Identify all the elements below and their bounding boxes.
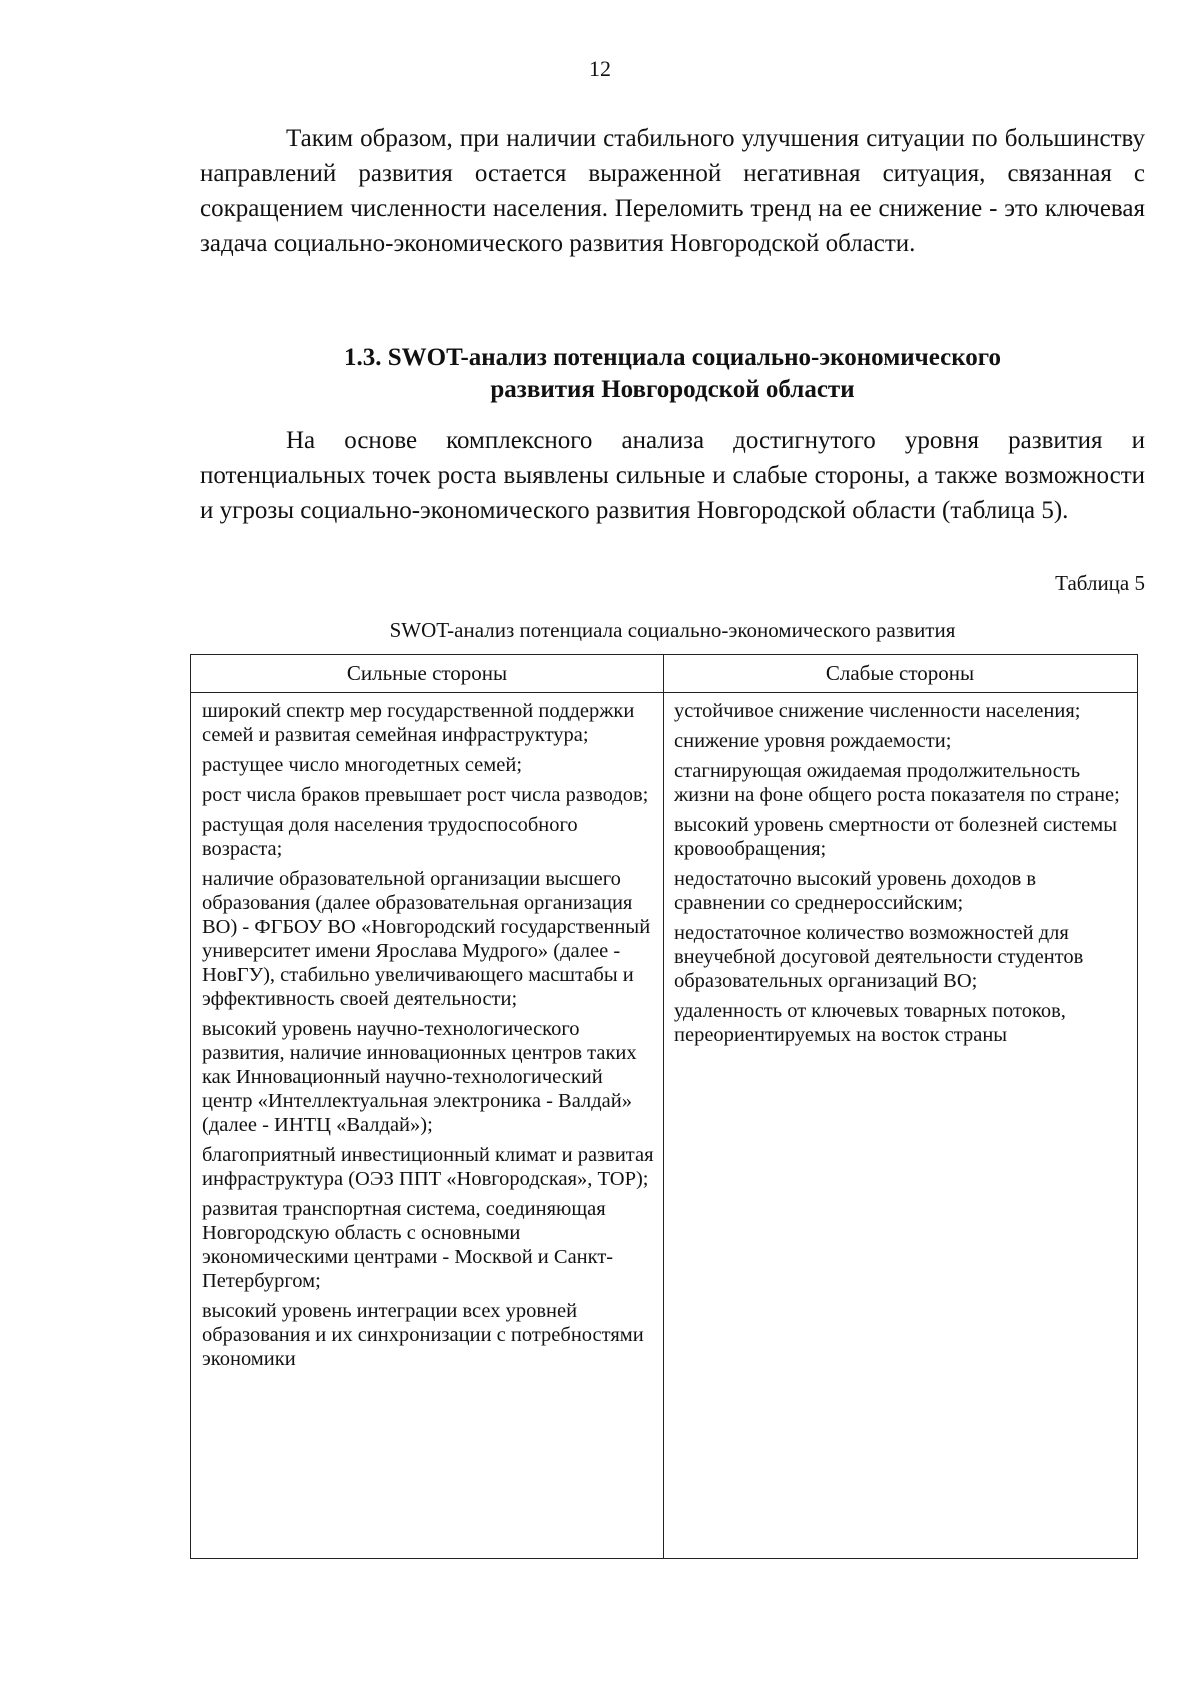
table-header-row xyxy=(191,655,1137,693)
table-title: SWOT-анализ потенциала социально-экономического развития xyxy=(389,618,956,642)
strength-item: развитая транспортная система, соединяющая Новгородскую область с основными экономическими центрами - Москвой и Санкт- Петербургом; xyxy=(202,1198,614,1292)
weakness-item: удаленность от ключевых товарных потоков, переориентируемых на восток страны xyxy=(674,1000,1066,1046)
weakness-item: высокий уровень смертности от болезней системы кровообращения; xyxy=(674,814,1117,860)
table-label: Таблица 5 xyxy=(1055,571,1145,595)
analysis-paragraph: На основе комплексного анализа достигнутого уровня развития и потенциальных точек роста выявлены сильные и слабые стороны, а также возможности и угрозы социально-экономического развития Новгородской области (таблица 5). xyxy=(200,427,1145,524)
strength-item: высокий уровень интеграции всех уровней образования и их синхронизации с потребностями экономики xyxy=(202,1300,644,1370)
strength-item: растущее число многодетных семей; xyxy=(202,754,523,776)
weakness-item: устойчивое снижение численности населения; xyxy=(674,700,1081,722)
weaknesses-column xyxy=(674,699,1129,1053)
weakness-item: недостаточное количество возможностей для внеучебной досуговой деятельности студентов образовательных организаций ВО; xyxy=(674,922,1084,992)
strength-item: растущая доля населения трудоспособного возраста; xyxy=(202,814,578,860)
intro-paragraph: Таким образом, при наличии стабильного улучшения ситуации по большинству направлений развития остается выраженной негативная ситуация, связанная с сокращением численности населения. Переломить тренд на ее снижение - это ключевая задача социально-экономического развития Новгородской области. xyxy=(200,125,1145,257)
strength-item: рост числа браков превышает рост числа разводов; xyxy=(202,784,649,806)
weakness-item: снижение уровня рождаемости; xyxy=(674,730,952,752)
strength-item: широкий спектр мер государственной поддержки семей и развитая семейная инфраструктура; xyxy=(202,700,635,746)
page-number: 12 xyxy=(589,56,611,81)
header-strengths: Сильные стороны xyxy=(346,661,508,685)
strength-item: высокий уровень научно-технологического развития, наличие инновационных центров таких как Инновационный научно-технологический центр «Интеллектуальная электроника - Валдай» (далее - ИНТЦ «Валдай»); xyxy=(202,1018,637,1136)
strength-item: наличие образовательной организации высшего образования (далее образовательная организация ВО) - ФГБОУ ВО «Новгородский государственный университет имени Ярослава Мудрого» (далее - НовГУ), стабильно увеличивающего масштабы и эффективность своей деятельности; xyxy=(202,868,651,1010)
header-weaknesses: Слабые стороны xyxy=(825,661,975,685)
swot-table xyxy=(190,654,1138,1559)
weakness-item: стагнирующая ожидаемая продолжительность жизни на фоне общего роста показателя по стране; xyxy=(674,760,1120,806)
strengths-column xyxy=(202,699,657,1377)
section-heading xyxy=(200,342,1145,406)
section-heading-line-1: 1.3. SWOT-анализ потенциала социально-экономического xyxy=(343,344,1002,371)
weakness-item: недостаточно высокий уровень доходов в сравнении со среднероссийским; xyxy=(674,868,1037,914)
section-heading-line-2: развития Новгородской области xyxy=(490,376,855,403)
column-divider xyxy=(663,655,664,1558)
strength-item: благоприятный инвестиционный климат и развитая инфраструктура (ОЭЗ ППТ «Новгородская», ТОР); xyxy=(202,1144,654,1190)
